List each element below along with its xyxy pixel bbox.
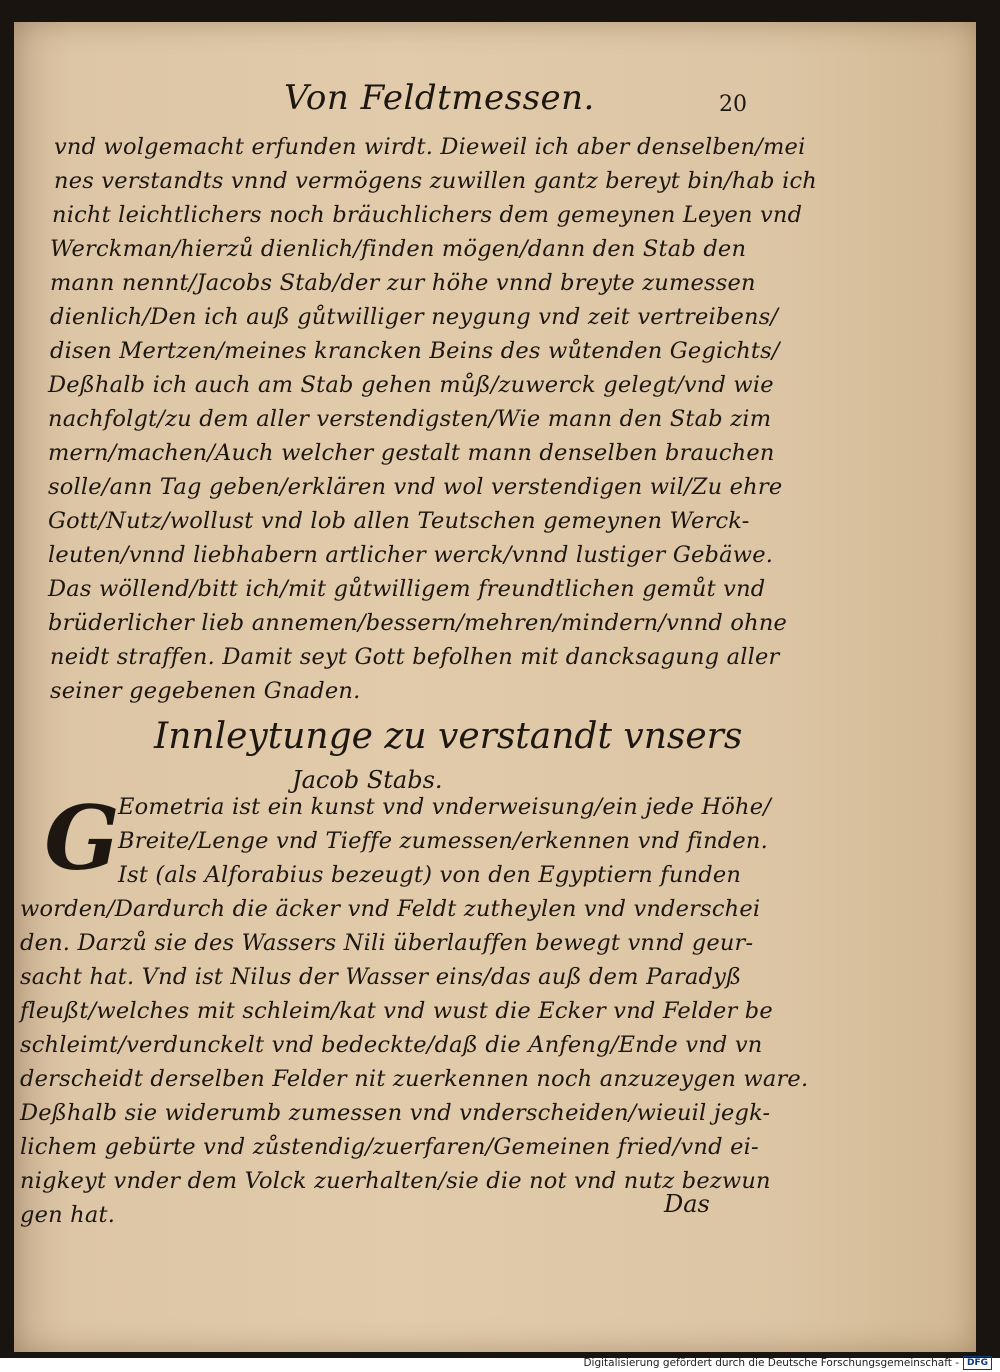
running-head: Von Feldtmessen. xyxy=(284,78,595,118)
section-heading: Innleytunge zu verstandt vnsers xyxy=(154,716,743,757)
body-line: mann nennt/Jacobs Stab/der zur höhe vnnd breyte zumessen xyxy=(50,270,756,296)
section-line: derscheidt derselben Felder nit zuerkennen noch anzuzeygen ware. xyxy=(20,1066,809,1092)
credit-text: Digitalisierung gefördert durch die Deutsche Forschungsgemeinschaft - xyxy=(583,1357,959,1369)
decorated-initial: G xyxy=(44,786,120,890)
section-line: den. Darzů sie des Wassers Nili überlauffen bewegt vnnd geur- xyxy=(20,930,754,956)
section-line: Eometria ist ein kunst vnd vnderweisung/ein jede Höhe/ xyxy=(118,794,772,820)
section-line: Ist (als Alforabius bezeugt) von den Egyptiern funden xyxy=(118,862,742,888)
body-line: dienlich/Den ich auß gůtwilliger neygung vnd zeit vertreibens/ xyxy=(50,304,779,330)
dfg-logo-icon: DFG xyxy=(963,1356,992,1370)
page-number: 20 xyxy=(719,92,747,117)
section-line: fleußt/welches mit schleim/kat vnd wust die Ecker vnd Felder be xyxy=(20,998,773,1024)
section-line: sacht hat. Vnd ist Nilus der Wasser eins/das auß dem Paradyß xyxy=(20,964,742,990)
body-line: seiner gegebenen Gnaden. xyxy=(50,678,361,704)
body-line: Gott/Nutz/wollust vnd lob allen Teutschen gemeynen Werck- xyxy=(48,508,750,534)
body-line: neidt straffen. Damit seyt Gott befolhen mit dancksagung aller xyxy=(50,644,780,670)
body-line: Das wöllend/bitt ich/mit gůtwilligem freundtlichen gemůt vnd xyxy=(48,576,766,602)
body-line: disen Mertzen/meines krancken Beins des wůtenden Gegichts/ xyxy=(50,338,780,364)
body-line: mern/machen/Auch welcher gestalt mann denselben brauchen xyxy=(48,440,775,466)
section-line: gen hat. xyxy=(20,1202,116,1228)
section-line: Deßhalb sie widerumb zumessen vnd vnderscheiden/wieuil jegk- xyxy=(20,1100,771,1126)
body-line: leuten/vnnd liebhabern artlicher werck/vnnd lustiger Gebäwe. xyxy=(48,542,774,568)
body-line: Deßhalb ich auch am Stab gehen můß/zuwerck gelegt/vnd wie xyxy=(48,372,774,398)
catchword: Das xyxy=(664,1190,710,1218)
section-line: lichem gebürte vnd zůstendig/zuerfaren/Gemeinen fried/vnd ei- xyxy=(20,1134,759,1160)
body-line: brüderlicher lieb annemen/bessern/mehren/mindern/vnnd ohne xyxy=(48,610,788,636)
section-line: worden/Dardurch die äcker vnd Feldt zutheylen vnd vnderschei xyxy=(20,896,761,922)
body-line: solle/ann Tag geben/erklären vnd wol verstendigen wil/Zu ehre xyxy=(48,474,783,500)
body-line: nes verstandts vnnd vermögens zuwillen gantz bereyt bin/hab ich xyxy=(54,168,817,194)
section-line: Breite/Lenge vnd Tieffe zumessen/erkennen vnd finden. xyxy=(118,828,768,854)
digitization-credit xyxy=(583,1356,992,1370)
book-page xyxy=(14,22,976,1352)
body-line: Werckman/hierzů dienlich/finden mögen/dann den Stab den xyxy=(50,236,747,262)
section-line: schleimt/verdunckelt vnd bedeckte/daß die Anfeng/Ende vnd vn xyxy=(20,1032,763,1058)
body-line: nachfolgt/zu dem aller verstendigsten/Wie mann den Stab zim xyxy=(48,406,772,432)
body-line: vnd wolgemacht erfunden wirdt. Dieweil ich aber denselben/mei xyxy=(54,134,806,160)
section-line: nigkeyt vnder dem Volck zuerhalten/sie die not vnd nutz bezwun xyxy=(20,1168,771,1194)
body-line: nicht leichtlichers noch bräuchlichers dem gemeynen Leyen vnd xyxy=(52,202,803,228)
section-subheading: Jacob Stabs. xyxy=(292,766,443,794)
